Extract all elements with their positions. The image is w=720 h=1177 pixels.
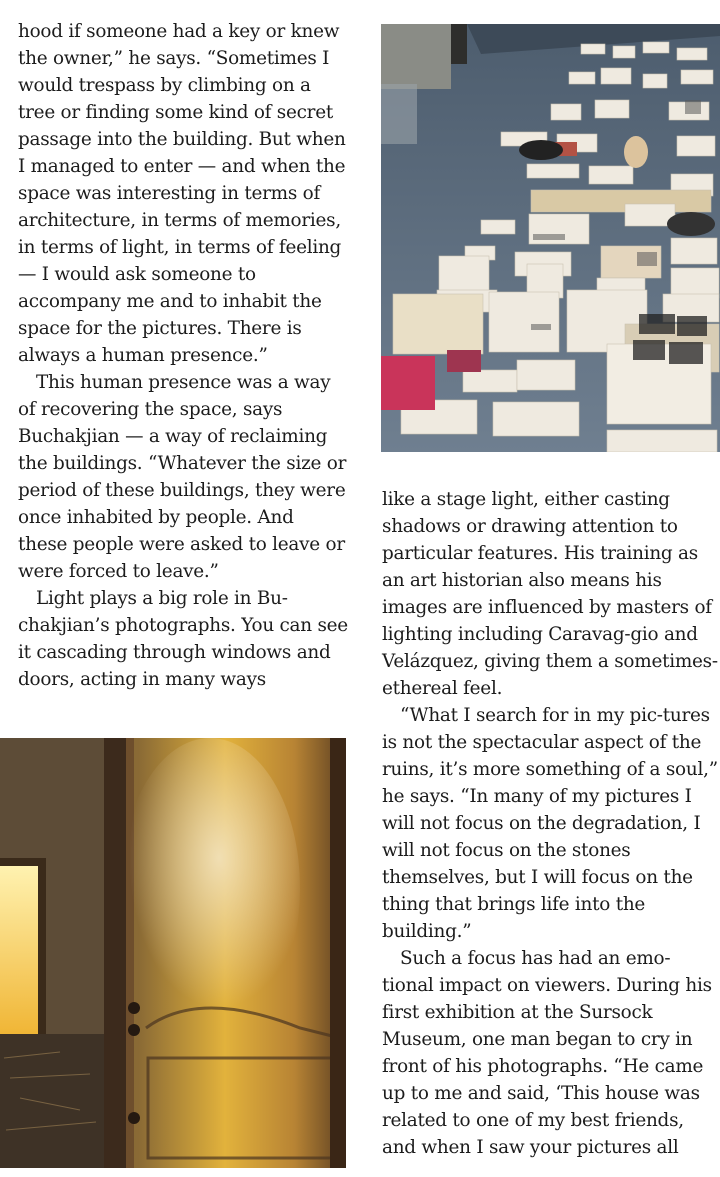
article-column-left	[18, 18, 348, 693]
paragraph: “What I search for in my pic-tures is not the spectacular aspect of the ruins, it’s more something of a soul,” he says. “In many of my pictures I will not focus on the degradation, I will not focus on the stones themselves, but I will focus on the thing that brings life into the building.”	[382, 705, 718, 942]
paragraph: like a stage light, either casting shadows or drawing attention to particular features. His training as an art historian also means his images are influenced by masters of lighting including Caravag-gio and Velázquez, giving them a sometimes-ethereal feel.	[382, 489, 718, 699]
paragraph: hood if someone had a key or knew the owner,” he says. “Sometimes I would trespass by climbing on a tree or finding some kind of secret passage into the building. But when I managed to enter — and when the space was interesting in terms of architecture, in terms of memories, in terms of light, in terms of feeling — I would ask someone to accompany me and to inhabit the space for the pictures. There is always a human presence.”	[18, 21, 346, 366]
ruined-room-doorway-photo	[0, 738, 346, 1168]
paragraph: Such a focus has had an emo-tional impact on viewers. During his first exhibition at the Sursock Museum, one man began to cry in front of his photographs. “He came up to me and said, ‘This house was related to one of my best friends, and when I saw your pictures all	[382, 948, 712, 1158]
archive-floor-photo	[381, 24, 720, 452]
article-column-right	[382, 486, 718, 1161]
paragraph: This human presence was a way of recovering the space, says Buchakjian — a way of reclaiming the buildings. “Whatever the size or period of these buildings, they were once inhabited by people. And these people were asked to leave or were forced to leave.”	[18, 372, 347, 582]
paragraph: Light plays a big role in Bu-chakjian’s photographs. You can see it cascading through windows and doors, acting in many ways	[18, 588, 348, 690]
